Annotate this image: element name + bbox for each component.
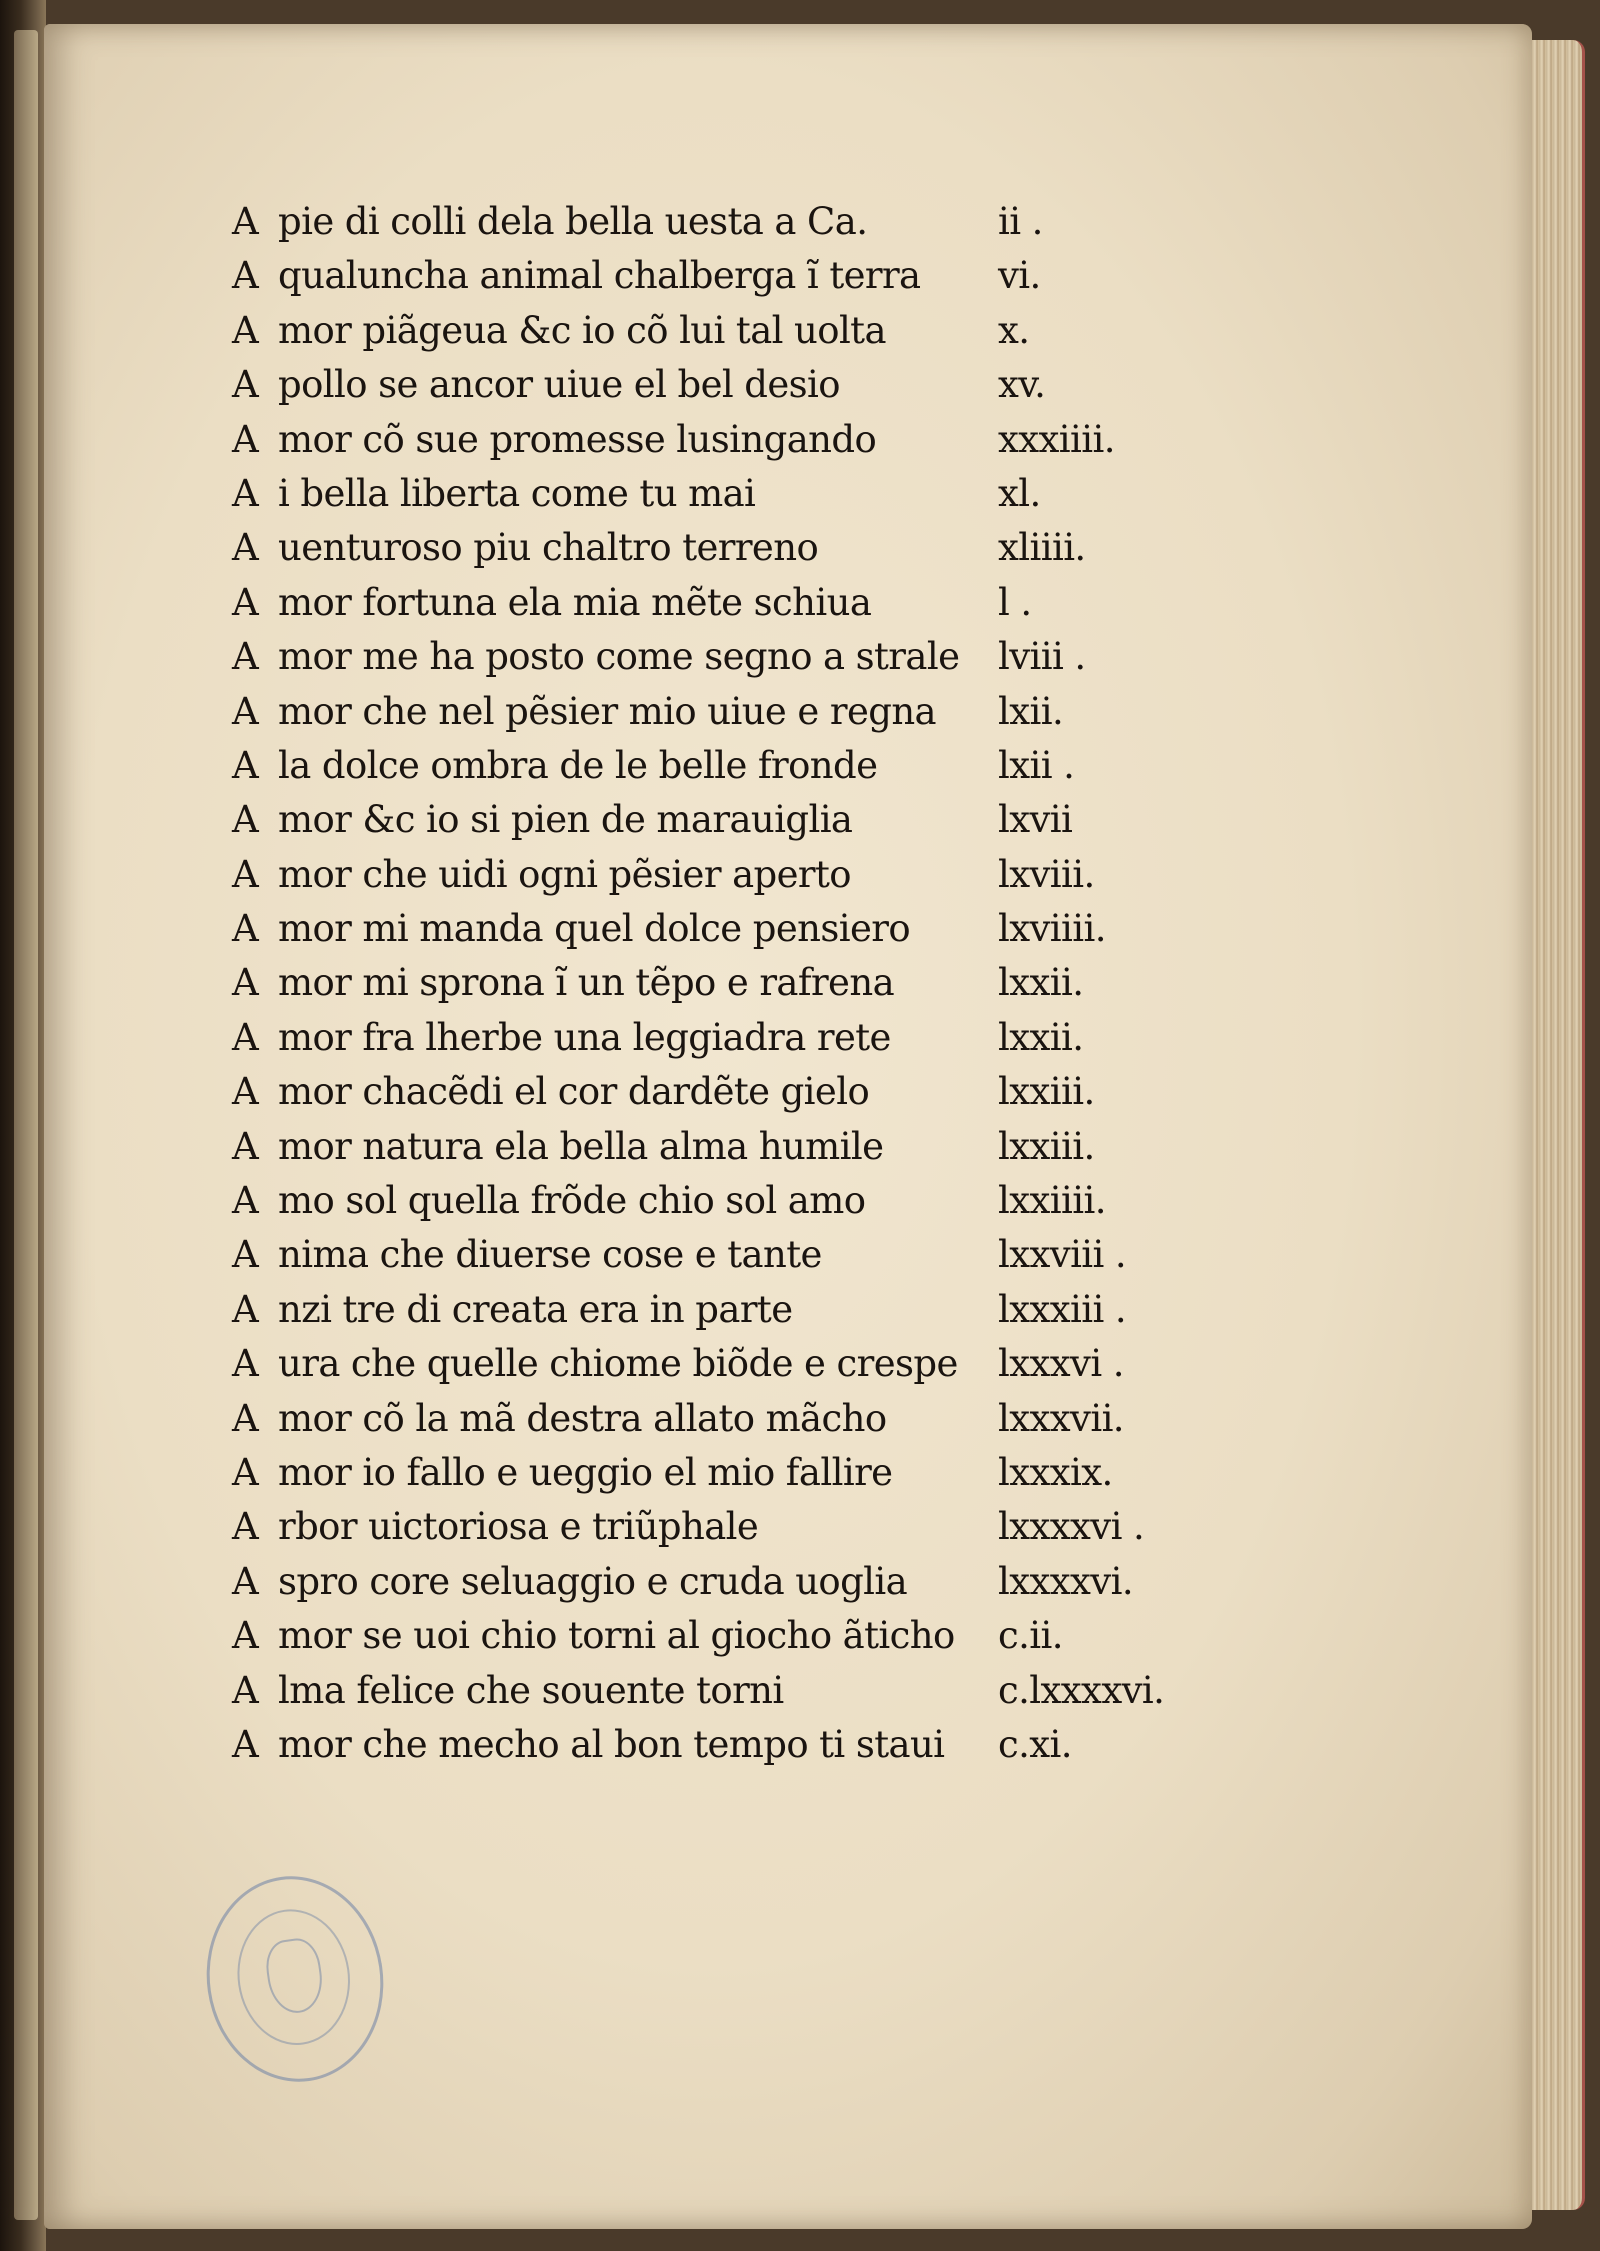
row-initial: A <box>232 1342 259 1386</box>
index-row <box>232 200 1152 254</box>
row-initial: A <box>232 1668 259 1712</box>
row-folio: c.lxxxxvi. <box>998 1668 1165 1712</box>
row-initial: A <box>232 1287 259 1331</box>
row-folio: l . <box>998 580 1032 624</box>
row-incipit: i bella liberta come tu mai <box>278 471 756 515</box>
row-initial: A <box>232 526 259 570</box>
row-initial: A <box>232 907 259 951</box>
row-incipit: pollo se ancor uiue el bel desio <box>278 363 840 407</box>
row-initial: A <box>232 1505 259 1549</box>
index-row <box>232 1125 1152 1179</box>
row-incipit: mor chacẽdi el cor dardẽte gielo <box>278 1070 870 1114</box>
index-row <box>232 1505 1152 1559</box>
index-row <box>232 1233 1152 1287</box>
row-initial: A <box>232 1450 259 1494</box>
row-folio: xl. <box>998 471 1041 515</box>
row-incipit: mor che nel pẽsier mio uiue e regna <box>278 689 937 733</box>
row-folio: c.xi. <box>998 1722 1072 1766</box>
row-incipit: nzi tre di creata era in parte <box>278 1287 793 1331</box>
row-incipit: mor me ha posto come segno a strale <box>278 635 960 679</box>
index-row <box>232 1016 1152 1070</box>
row-incipit: mor cõ sue promesse lusingando <box>278 417 877 461</box>
row-initial: A <box>232 417 259 461</box>
facing-page-sliver <box>14 30 38 2220</box>
row-initial: A <box>232 635 259 679</box>
index-row <box>232 961 1152 1015</box>
page-block-edges <box>1532 40 1585 2210</box>
index-row <box>232 690 1152 744</box>
row-initial: A <box>232 1070 259 1114</box>
row-incipit: qualuncha animal chalberga ĩ terra <box>278 254 921 298</box>
row-folio: lxxiiii. <box>998 1179 1106 1223</box>
row-folio: ii . <box>998 200 1043 243</box>
index-row <box>232 1179 1152 1233</box>
row-initial: A <box>232 1179 259 1223</box>
row-incipit: lma felice che souente torni <box>278 1668 784 1712</box>
index-row <box>232 309 1152 363</box>
row-incipit: mor che mecho al bon tempo ti staui <box>278 1722 945 1766</box>
row-folio: lxviii. <box>998 852 1095 896</box>
row-initial: A <box>232 1233 259 1277</box>
row-folio: lviii . <box>998 635 1086 679</box>
row-initial: A <box>232 852 259 896</box>
index-row <box>232 1070 1152 1124</box>
index-row <box>232 472 1152 526</box>
index-row <box>232 1342 1152 1396</box>
row-folio: lxxxvii. <box>998 1396 1124 1440</box>
index-row <box>232 1397 1152 1451</box>
row-folio: xliiii. <box>998 526 1086 570</box>
index-row <box>232 526 1152 580</box>
index-row <box>232 1560 1152 1614</box>
index-row <box>232 418 1152 472</box>
row-folio: lxxviii . <box>998 1233 1127 1277</box>
row-folio: lxvii <box>998 798 1073 842</box>
row-folio: lxxiii. <box>998 1124 1095 1168</box>
row-folio: c.ii. <box>998 1614 1063 1658</box>
index-row <box>232 1668 1165 1723</box>
row-folio: lxxii. <box>998 1015 1084 1059</box>
row-initial: A <box>232 743 259 787</box>
row-incipit: mor se uoi chio torni al giocho ãticho <box>278 1614 955 1658</box>
row-initial: A <box>232 580 259 624</box>
row-incipit: pie di colli dela bella uesta a Ca. <box>278 200 868 243</box>
index-row <box>232 744 1152 798</box>
row-folio: xxxiiii. <box>998 417 1115 461</box>
index-row <box>232 907 1152 961</box>
row-initial: A <box>232 798 259 842</box>
row-incipit: mor mi manda quel dolce pensiero <box>278 907 911 951</box>
row-incipit: mor piãgeua &c io cõ lui tal uolta <box>278 308 886 352</box>
row-folio: vi. <box>998 254 1041 298</box>
row-folio: lxxiii. <box>998 1070 1095 1114</box>
row-folio: lxii. <box>998 689 1064 733</box>
row-folio: lxxii. <box>998 961 1084 1005</box>
row-incipit: ura che quelle chiome biõde e crespe <box>278 1342 958 1386</box>
row-initial: A <box>232 1015 259 1059</box>
row-initial: A <box>232 961 259 1005</box>
row-folio: lxxxxvi. <box>998 1559 1133 1603</box>
row-initial: A <box>232 1124 259 1168</box>
row-initial: A <box>232 308 259 352</box>
row-incipit: mor natura ela bella alma humile <box>278 1124 884 1168</box>
row-incipit: rbor uictoriosa e triũphale <box>278 1505 759 1549</box>
index-row <box>232 254 1152 308</box>
index-row <box>232 1451 1152 1505</box>
row-initial: A <box>232 363 259 407</box>
row-incipit: mor cõ la mã destra allato mãcho <box>278 1396 887 1440</box>
row-incipit: mor fra lherbe una leggiadra rete <box>278 1015 891 1059</box>
index-row <box>232 853 1152 907</box>
row-incipit: mor &c io si pien de marauiglia <box>278 798 853 842</box>
row-incipit: spro core seluaggio e cruda uoglia <box>278 1559 908 1603</box>
row-folio: lxviiii. <box>998 907 1106 951</box>
row-folio: x. <box>998 308 1030 352</box>
row-folio: lxxxvi . <box>998 1342 1124 1386</box>
row-initial: A <box>232 689 259 733</box>
index-list <box>232 200 1165 1777</box>
row-incipit: la dolce ombra de le belle fronde <box>278 743 878 787</box>
index-row <box>232 798 1152 852</box>
row-incipit: mor mi sprona ĩ un tẽpo e rafrena <box>278 961 895 1005</box>
row-incipit: mor fortuna ela mia mẽte schiua <box>278 580 872 624</box>
row-initial: A <box>232 471 259 515</box>
index-row <box>232 1288 1152 1342</box>
index-row <box>232 1723 1152 1777</box>
row-folio: lxii . <box>998 743 1075 787</box>
row-initial: A <box>232 200 259 243</box>
row-incipit: mo sol quella frõde chio sol amo <box>278 1179 866 1223</box>
row-initial: A <box>232 254 259 298</box>
row-incipit: nima che diuerse cose e tante <box>278 1233 822 1277</box>
row-initial: A <box>232 1559 259 1603</box>
index-row <box>232 635 1152 689</box>
index-row <box>232 581 1152 635</box>
row-folio: lxxxxvi . <box>998 1505 1145 1549</box>
index-row <box>232 1614 1152 1668</box>
row-initial: A <box>232 1614 259 1658</box>
row-folio: lxxxiii . <box>998 1287 1127 1331</box>
row-initial: A <box>232 1396 259 1440</box>
row-incipit: mor io fallo e ueggio el mio fallire <box>278 1450 893 1494</box>
row-folio: xv. <box>998 363 1046 407</box>
index-row <box>232 363 1152 417</box>
row-incipit: mor che uidi ogni pẽsier aperto <box>278 852 851 896</box>
row-folio: lxxxix. <box>998 1450 1113 1494</box>
row-initial: A <box>232 1722 259 1766</box>
row-incipit: uenturoso piu chaltro terreno <box>278 526 819 570</box>
